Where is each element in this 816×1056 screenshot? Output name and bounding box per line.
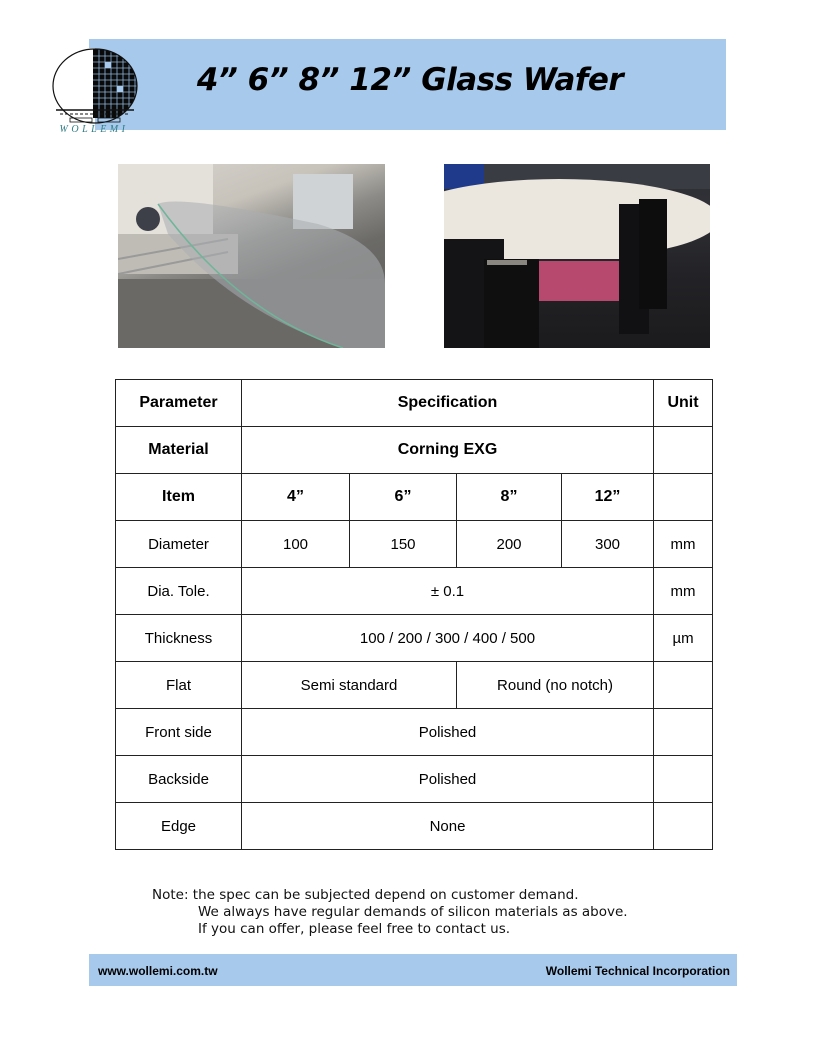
diameter-value: 300 <box>562 521 654 568</box>
item-size: 12” <box>562 474 654 521</box>
table-row-backside <box>116 756 713 803</box>
edge-value: None <box>242 803 654 850</box>
table-row-edge <box>116 803 713 850</box>
material-value: Corning EXG <box>242 427 654 474</box>
item-unit <box>654 474 713 521</box>
header-parameter: Parameter <box>116 380 242 427</box>
material-unit <box>654 427 713 474</box>
table-header-row <box>116 380 713 427</box>
front-side-unit <box>654 709 713 756</box>
backside-value: Polished <box>242 756 654 803</box>
table-row-thickness <box>116 615 713 662</box>
dia-tole-label: Dia. Tole. <box>116 568 242 615</box>
item-size: 8” <box>457 474 562 521</box>
note-block <box>152 887 628 938</box>
material-label: Material <box>116 427 242 474</box>
table-row-material <box>116 427 713 474</box>
front-side-label: Front side <box>116 709 242 756</box>
edge-label: Edge <box>116 803 242 850</box>
table-row-dia-tole <box>116 568 713 615</box>
diameter-value: 150 <box>350 521 457 568</box>
wafer-cassette-image <box>444 164 710 348</box>
wafer-in-cassette-photo <box>444 164 710 348</box>
logo-text: WOLLEMI <box>59 124 129 135</box>
dia-tole-value: ± 0.1 <box>242 568 654 615</box>
footer-company-name: Wollemi Technical Incorporation <box>545 964 730 978</box>
thickness-label: Thickness <box>116 615 242 662</box>
table-row-front-side <box>116 709 713 756</box>
table-row-flat <box>116 662 713 709</box>
diameter-label: Diameter <box>116 521 242 568</box>
flat-unit <box>654 662 713 709</box>
page-title: 4” 6” 8” 12” Glass Wafer <box>196 62 624 98</box>
edge-unit <box>654 803 713 850</box>
item-size: 6” <box>350 474 457 521</box>
item-label: Item <box>116 474 242 521</box>
table-row-diameter <box>116 521 713 568</box>
header-specification: Specification <box>242 380 654 427</box>
note-line: Note: the spec can be subjected depend on customer demand. <box>152 887 579 903</box>
diameter-value: 200 <box>457 521 562 568</box>
item-size: 4” <box>242 474 350 521</box>
footer-website-link[interactable]: www.wollemi.com.tw <box>98 964 218 978</box>
flat-value: Semi standard <box>242 662 457 709</box>
glass-wafer-image <box>118 164 385 348</box>
backside-label: Backside <box>116 756 242 803</box>
note-line: If you can offer, please feel free to contact us. <box>198 921 511 937</box>
header-unit: Unit <box>654 380 713 427</box>
backside-unit <box>654 756 713 803</box>
flat-value: Round (no notch) <box>457 662 654 709</box>
diameter-value: 100 <box>242 521 350 568</box>
glass-wafer-photo <box>118 164 385 348</box>
dia-tole-unit: mm <box>654 568 713 615</box>
note-line: We always have regular demands of silicon materials as above. <box>198 904 628 920</box>
table-row-item <box>116 474 713 521</box>
flat-label: Flat <box>116 662 242 709</box>
spec-table <box>115 379 713 850</box>
thickness-unit: µm <box>654 615 713 662</box>
front-side-value: Polished <box>242 709 654 756</box>
diameter-unit: mm <box>654 521 713 568</box>
thickness-value: 100 / 200 / 300 / 400 / 500 <box>242 615 654 662</box>
